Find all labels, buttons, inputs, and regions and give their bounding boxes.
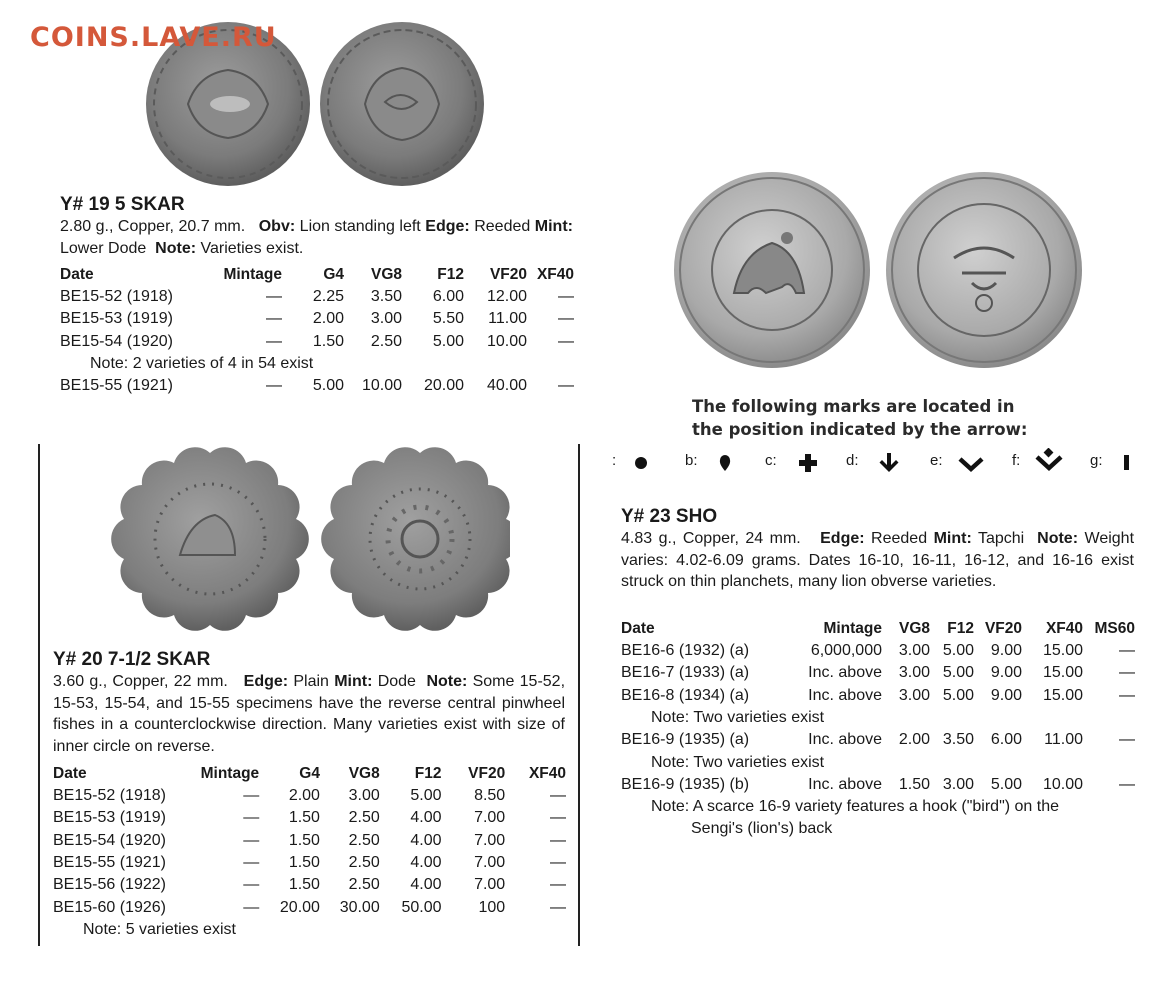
- col-vf20: VF20: [984, 619, 1022, 637]
- table-cell: 3.00: [942, 775, 974, 793]
- table-cell: —: [266, 377, 282, 395]
- middle-column-rule: [578, 444, 580, 946]
- table-cell: 50.00: [401, 898, 442, 916]
- y23-note-2: Note: Two varieties exist: [651, 753, 825, 771]
- table-cell: Inc. above: [808, 775, 882, 793]
- y23-obverse-coin: [674, 172, 870, 368]
- table-cell: —: [1119, 686, 1135, 704]
- table-cell: —: [1119, 664, 1135, 682]
- table-row: [621, 729, 1135, 751]
- table-cell: 3.00: [898, 664, 930, 682]
- table-cell: —: [558, 310, 574, 328]
- table-note-row: [53, 919, 566, 941]
- table-row: [53, 852, 566, 874]
- y23-price-table: [621, 617, 1135, 840]
- col-xf40: XF40: [1045, 619, 1083, 637]
- table-cell: BE16-8 (1934) (a): [621, 686, 750, 704]
- y20-note: Some 15-52, 15-53, 15-54, and 15-55 specimens have the reverse central pinwheel fishes in a counterclockwise direction. Many varieties exist with size of inner circle on reverse.: [53, 673, 566, 755]
- col-g4: G4: [323, 265, 344, 283]
- table-cell: 15.00: [1042, 642, 1083, 660]
- table-cell: 30.00: [339, 898, 380, 916]
- table-cell: BE16-9 (1935) (b): [621, 775, 750, 793]
- table-cell: BE15-53 (1919): [60, 310, 173, 328]
- table-cell: 4.00: [410, 876, 442, 894]
- y23-mint-label: Mint:: [933, 530, 972, 547]
- col-f12: F12: [437, 265, 464, 283]
- y19-title: Y# 19 5 SKAR: [60, 194, 185, 215]
- table-cell: 100: [478, 898, 506, 916]
- y20-title: Y# 20 7-1/2 SKAR: [53, 649, 211, 670]
- table-cell: —: [243, 809, 260, 827]
- table-cell: BE15-54 (1920): [53, 831, 166, 849]
- table-cell: 6,000,000: [810, 642, 882, 660]
- table-cell: 7.00: [474, 854, 506, 872]
- table-cell: —: [550, 854, 566, 872]
- y19-obv-label: Obv:: [258, 218, 296, 235]
- table-cell: 3.50: [942, 731, 974, 749]
- table-cell: 5.50: [432, 310, 464, 328]
- y23-note: Weight varies: 4.02-6.09 grams. Dates 16-10, 16-11, 16-12, and 16-16 exist struck on thin planchets, many lion obverse varieties.: [621, 530, 1135, 590]
- table-cell: 1.50: [288, 831, 320, 849]
- table-cell: 5.00: [990, 775, 1022, 793]
- y19-note-label: Note:: [155, 239, 197, 257]
- col-vf20: VF20: [468, 764, 506, 782]
- plus-icon: [798, 453, 818, 473]
- table-row: [621, 685, 1135, 707]
- col-date: Date: [53, 764, 87, 782]
- table-cell: Inc. above: [808, 686, 882, 704]
- table-cell: 6.00: [990, 731, 1022, 749]
- table-cell: BE15-54 (1920): [60, 332, 173, 350]
- table-cell: BE15-55 (1921): [60, 377, 173, 395]
- table-cell: BE15-56 (1922): [53, 876, 166, 894]
- table-cell: —: [550, 787, 566, 805]
- chevron-down-icon: [958, 457, 984, 473]
- table-cell: Inc. above: [808, 731, 882, 749]
- y20-coin-photos: [110, 445, 510, 635]
- table-row: [60, 375, 574, 397]
- y19-mint-label: Mint:: [534, 218, 573, 235]
- y20-note-label: Note:: [426, 673, 468, 690]
- col-date: Date: [60, 265, 94, 283]
- table-cell: 15.00: [1042, 664, 1083, 682]
- col-vg8: VG8: [348, 764, 380, 782]
- y23-note-1: Note: Two varieties exist: [651, 709, 825, 727]
- col-mintage: Mintage: [223, 265, 282, 283]
- table-cell: 5.00: [942, 664, 974, 682]
- table-cell: 15.00: [1042, 686, 1083, 704]
- table-cell: 3.00: [370, 310, 402, 328]
- table-cell: 5.00: [942, 642, 974, 660]
- table-row: [621, 662, 1135, 684]
- table-cell: 9.00: [990, 664, 1022, 682]
- y23-note-label: Note:: [1037, 530, 1079, 547]
- table-cell: 2.50: [348, 809, 380, 827]
- table-cell: 5.00: [432, 332, 464, 350]
- table-cell: 1.50: [288, 876, 320, 894]
- y19-edge-label: Edge:: [425, 218, 470, 235]
- table-cell: 20.00: [423, 377, 464, 395]
- y23-mint: Tapchi: [977, 530, 1025, 547]
- table-cell: 8.50: [474, 787, 506, 805]
- y20-edge: Plain: [293, 673, 329, 690]
- table-cell: 2.00: [312, 310, 344, 328]
- y19-note: Varieties exist.: [200, 239, 304, 257]
- y19-price-table: [60, 263, 574, 397]
- col-vg8: VG8: [370, 265, 402, 283]
- table-cell: —: [550, 831, 566, 849]
- table-cell: 1.50: [288, 854, 320, 872]
- y20-mint: Dode: [377, 673, 416, 690]
- y23-edge-label: Edge:: [820, 530, 865, 547]
- table-cell: —: [1119, 731, 1135, 749]
- y23-note-3: [621, 796, 1135, 840]
- table-cell: —: [243, 831, 260, 849]
- left-column-rule: [38, 444, 40, 946]
- table-row: [53, 874, 566, 896]
- table-cell: 3.00: [348, 787, 380, 805]
- table-cell: —: [550, 809, 566, 827]
- table-row: [53, 785, 566, 807]
- col-mintage: Mintage: [823, 619, 882, 637]
- table-note-row: [621, 796, 1135, 840]
- arrow-down-icon: [879, 452, 899, 474]
- marks-heading-line2: the position indicated by the arrow:: [692, 420, 1028, 439]
- table-cell: 3.00: [898, 686, 930, 704]
- table-cell: 40.00: [486, 377, 527, 395]
- y23-spec: 4.83 g., Copper, 24 mm.: [621, 530, 801, 547]
- table-cell: 9.00: [990, 642, 1022, 660]
- y23-edge: Reeded: [871, 530, 928, 547]
- table-note-row: [60, 353, 574, 375]
- table-cell: —: [550, 876, 566, 894]
- y19-table-note: Note: 2 varieties of 4 in 54 exist: [90, 355, 314, 373]
- table-cell: —: [243, 854, 260, 872]
- y20-edge-label: Edge:: [243, 673, 289, 690]
- site-watermark: COINS.LAVE.RU: [30, 22, 277, 53]
- table-cell: BE16-6 (1932) (a): [621, 642, 750, 660]
- table-header: [53, 762, 566, 785]
- table-cell: —: [558, 288, 574, 306]
- dot-icon: [634, 456, 648, 470]
- table-cell: Inc. above: [808, 664, 882, 682]
- y20-obverse-coin: [111, 447, 309, 631]
- table-cell: —: [243, 898, 260, 916]
- y20-spec: 3.60 g., Copper, 22 mm.: [53, 673, 228, 690]
- table-cell: 3.50: [370, 288, 402, 306]
- table-cell: BE16-7 (1933) (a): [621, 664, 750, 682]
- table-cell: 6.00: [432, 288, 464, 306]
- y19-reverse-coin: [320, 22, 484, 186]
- table-cell: BE15-52 (1918): [60, 288, 173, 306]
- table-cell: 7.00: [474, 809, 506, 827]
- table-cell: 5.00: [942, 686, 974, 704]
- table-cell: 4.00: [410, 809, 442, 827]
- table-cell: 1.50: [898, 775, 930, 793]
- col-date: Date: [621, 619, 655, 637]
- table-cell: 4.00: [410, 854, 442, 872]
- table-row: [53, 896, 566, 918]
- table-cell: 2.00: [288, 787, 320, 805]
- table-cell: BE15-52 (1918): [53, 787, 166, 805]
- table-cell: —: [558, 377, 574, 395]
- table-cell: 20.00: [279, 898, 320, 916]
- table-cell: 9.00: [990, 686, 1022, 704]
- table-cell: 1.50: [288, 809, 320, 827]
- chevron-dot-icon: [1035, 448, 1063, 472]
- table-header: [60, 263, 574, 286]
- table-cell: 7.00: [474, 876, 506, 894]
- table-cell: 10.00: [361, 377, 402, 395]
- table-note-row: [621, 751, 1135, 773]
- marks-legend: : b: c: d: e: f: g:: [612, 448, 1152, 476]
- marks-heading-line1: The following marks are located in: [692, 397, 1015, 416]
- y19-obv: Lion standing left: [299, 218, 421, 235]
- col-f12: F12: [947, 619, 974, 637]
- table-cell: BE15-60 (1926): [53, 898, 166, 916]
- y19-spec: 2.80 g., Copper, 20.7 mm.: [60, 218, 246, 235]
- table-cell: 11.00: [1044, 731, 1083, 749]
- y23-title: Y# 23 SHO: [621, 506, 718, 527]
- table-cell: 2.00: [898, 731, 930, 749]
- y20-price-table: [53, 762, 566, 941]
- table-cell: —: [266, 310, 282, 328]
- marks-heading: [692, 395, 1027, 441]
- table-row: [60, 286, 574, 308]
- bar-icon: [1123, 454, 1131, 472]
- y23-reverse-coin: [886, 172, 1082, 368]
- table-cell: BE15-53 (1919): [53, 809, 166, 827]
- table-cell: —: [266, 288, 282, 306]
- table-cell: 2.50: [348, 876, 380, 894]
- col-ms60: MS60: [1094, 619, 1135, 637]
- table-cell: BE15-55 (1921): [53, 854, 166, 872]
- y23-coin-photos: [672, 168, 1084, 372]
- col-xf40: XF40: [536, 265, 574, 283]
- table-row: [53, 807, 566, 829]
- table-row: [621, 774, 1135, 796]
- col-g4: G4: [299, 764, 320, 782]
- table-cell: 7.00: [474, 831, 506, 849]
- y23-note-3-line2: Sengi's (lion's) back: [691, 820, 833, 838]
- table-cell: —: [1119, 642, 1135, 660]
- table-cell: —: [243, 876, 260, 894]
- table-cell: 11.00: [488, 310, 527, 328]
- table-cell: BE16-9 (1935) (a): [621, 731, 750, 749]
- table-cell: 2.50: [348, 831, 380, 849]
- table-cell: 5.00: [410, 787, 442, 805]
- y20-reverse-coin: [321, 447, 510, 631]
- y20-mint-label: Mint:: [334, 673, 373, 690]
- table-header: [621, 617, 1135, 640]
- table-row: [60, 308, 574, 330]
- y23-description: [621, 528, 1134, 593]
- y19-description: [60, 216, 573, 259]
- table-cell: 1.50: [312, 332, 344, 350]
- col-f12: F12: [414, 764, 442, 782]
- table-cell: —: [243, 787, 260, 805]
- table-row: [60, 331, 574, 353]
- table-cell: 12.00: [486, 288, 527, 306]
- col-mintage: Mintage: [200, 764, 260, 782]
- table-cell: 10.00: [1042, 775, 1083, 793]
- table-cell: 4.00: [410, 831, 442, 849]
- table-cell: 5.00: [312, 377, 344, 395]
- table-row: [53, 830, 566, 852]
- col-xf40: XF40: [528, 764, 566, 782]
- col-vg8: VG8: [898, 619, 930, 637]
- y20-table-note: Note: 5 varieties exist: [83, 920, 236, 938]
- y23-note-3-line1: Note: A scarce 16-9 variety features a hook ("bird") on the: [651, 798, 1060, 816]
- col-vf20: VF20: [489, 265, 527, 283]
- y20-description: [53, 671, 565, 757]
- table-cell: 10.00: [486, 332, 527, 350]
- table-cell: —: [266, 332, 282, 350]
- table-cell: 2.25: [312, 288, 344, 306]
- table-cell: 3.00: [898, 642, 930, 660]
- table-cell: —: [550, 898, 566, 916]
- table-cell: 2.50: [348, 854, 380, 872]
- table-cell: 2.50: [370, 332, 402, 350]
- teardrop-icon: [718, 454, 732, 472]
- table-cell: —: [1119, 775, 1135, 793]
- table-row: [621, 640, 1135, 662]
- y19-edge: Reeded: [474, 218, 531, 235]
- table-cell: —: [558, 332, 574, 350]
- y19-mint: Lower Dode: [60, 239, 147, 257]
- table-note-row: [621, 707, 1135, 729]
